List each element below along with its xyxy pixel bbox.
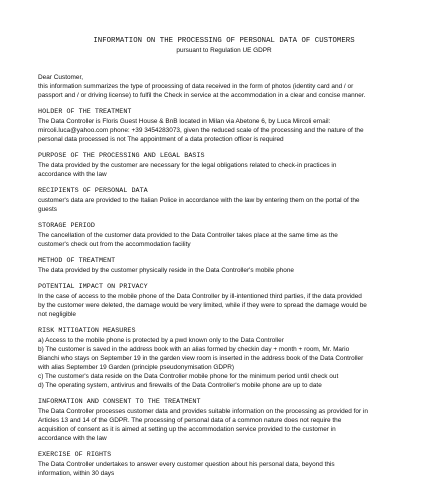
document-title: INFORMATION ON THE PROCESSING OF PERSONAL DATA OF CUSTOMERS — [93, 37, 355, 45]
section-line: information, within 30 days — [38, 470, 115, 477]
section-line: c) The customer's data reside on the Data Controller mobile phone for the minimum period until check out — [38, 373, 339, 380]
section-line: b) The customer is saved in the address book with an alias formed by checkin day + month + room, Mr. Mario — [38, 346, 350, 353]
section-line: The data provided by the customer are necessary for the legal obligations related to check-in practices in — [38, 162, 337, 169]
section-heading-rights: EXERCISE OF RIGHTS — [38, 451, 112, 459]
section-heading-method: METHOD OF TREATMENT — [38, 257, 116, 265]
intro-line: passport and / or driving license) to fulfil the Check in service at the accommodation in a clear and concise manner. — [38, 92, 366, 99]
section-line: acquisition of consent as it is aimed at setting up the accommodation service provided to the customer in — [38, 426, 336, 433]
section-heading-impact: POTENTIAL IMPACT ON PRIVACY — [38, 283, 148, 291]
section-line: personal data processed is not The appointment of a data protection officer is required — [38, 136, 284, 143]
section-line: In the case of access to the mobile phone of the Data Controller by ill-intentioned third parties, if the data provided — [38, 293, 362, 300]
section-heading-purpose: PURPOSE OF THE PROCESSING AND LEGAL BASIS — [38, 152, 205, 160]
section-line: accordance with the law — [38, 435, 107, 442]
section-line: The Data Controller is Floris Guest House & BnB located in Milan via Abetone 6, by Luca Mircoli email: — [38, 118, 331, 125]
section-heading-holder: HOLDER OF THE TREATMENT — [38, 108, 132, 116]
section-line: by the customer were deleted, the damage would be very limited, while if they were to spread the damage would be — [38, 302, 367, 309]
greeting: Dear Customer, — [38, 74, 84, 81]
section-line: guests — [38, 206, 57, 213]
section-heading-consent: INFORMATION AND CONSENT TO THE TREATMENT — [38, 398, 201, 406]
section-line: a) Access to the mobile phone is protected by a pwd known only to the Data Controller — [38, 337, 284, 344]
section-line: with alias September 19 Garden (principle pseudonymisation GDPR) — [38, 364, 235, 371]
section-heading-recipients: RECIPIENTS OF PERSONAL DATA — [38, 187, 148, 195]
section-heading-risk: RISK MITIGATION MEASURES — [38, 327, 136, 335]
section-line: The cancellation of the customer data provided to the Data Controller takes place at the same time as the — [38, 232, 338, 239]
intro-line: this information summarizes the type of processing of data received in the form of photos (identity card and / or — [38, 83, 354, 90]
section-line: Articles 13 and 14 of the GDPR. The processing of personal data of a common nature does not require the — [38, 417, 342, 424]
document-subtitle: pursuant to Regulation UE GDPR — [176, 47, 272, 54]
section-line: The Data Controller processes customer data and provides suitable information on the processing as provided for in — [38, 408, 368, 415]
section-line: not negligible — [38, 311, 76, 318]
section-line: Bianchi who stays on September 19 in the garden view room is inserted in the address book of the Data Controller — [38, 355, 364, 362]
section-line: The data provided by the customer physically reside in the Data Controller's mobile phone — [38, 267, 295, 274]
section-line: accordance with the law — [38, 171, 107, 178]
section-line: mircoli.luca@yahoo.com phone: +39 3454283073, given the reduced scale of the processing and the nature of the — [38, 127, 364, 134]
section-heading-storage: STORAGE PERIOD — [38, 222, 95, 230]
section-line: d) The operating system, antivirus and firewalls of the Data Controller's mobile phone are up to date — [38, 382, 322, 389]
section-line: customer's data are provided to the Italian Police in accordance with the law by entering them on the portal of the — [38, 197, 360, 204]
section-line: The Data Controller undertakes to answer every customer question about his personal data, beyond this — [38, 461, 335, 468]
section-line: customer's check out from the accommodation facility — [38, 241, 191, 248]
